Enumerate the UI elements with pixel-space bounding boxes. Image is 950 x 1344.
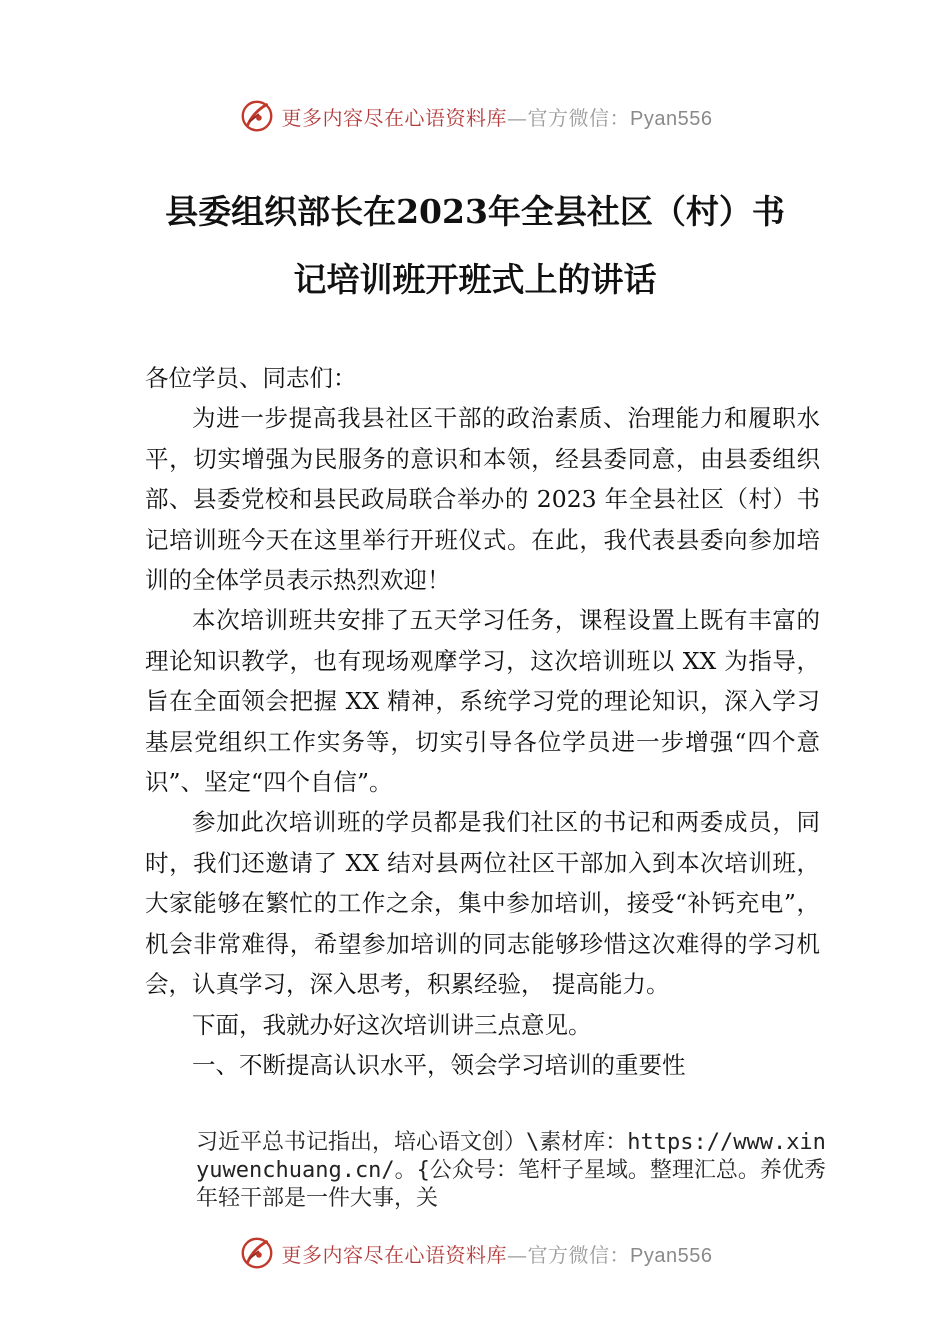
banner-dash: — [507,1242,528,1267]
banner-text [282,102,713,131]
salutation: 各位学员、同志们： [145,364,357,392]
paragraph: 参加此次培训班的学员都是我们社区的书记和两委成员，同时，我们还邀请了 XX 结对县两位社区干部加入到本次培训班，大家能够在繁忙的工作之余，集中参加培训，接受“补钙充电”，机会非常难得，希望参加培训的同志能够珍惜这次难得的学习机会，认真学习，深入思考，积累经验， 提高能力。 [145,808,820,999]
document-title-line-1: 县委组织部长在2023年全县社区（村）书 [165,192,785,231]
header-banner [0,96,950,136]
banner-dash: — [507,105,528,130]
section-heading: 一、不断提高认识水平，领会学习培训的重要性 [192,1050,686,1079]
paragraph: 本次培训班共安排了五天学习任务，课程设置上既有丰富的理论知识教学，也有现场观摩学习，这次培训班以 XX 为指导，旨在全面领会把握 XX 精神，系统学习党的理论知识，深入学习基层党组织工作实务等，切实引导各位学员进一步增强“四个意识”、坚定“四个自信”。 [145,606,820,797]
pen-logo-icon [238,1234,276,1272]
document-body [145,358,820,1085]
banner-wechat-label: 官方微信： [527,1242,631,1267]
excerpt-text: 习近平总书记指出，培心语文创）\素材库：https://www.xinyuwenchuang.cn/。{公众号：笔杆子星域。整理汇总。养优秀年轻干部是一件大事，关 [196,1130,826,1211]
banner-wechat-label: 官方微信： [527,105,631,130]
banner-wechat-id: Pyan556 [630,1244,713,1267]
paragraph: 为进一步提高我县社区干部的政治素质、治理能力和履职水平，切实增强为民服务的意识和本领，经县委同意，由县委组织部、县委党校和县民政局联合举办的 2023 年全县社区（村）书记培训班今天在这里举行开班仪式。在此，我代表县委向参加培训的全体学员表示热烈欢迎！ [145,404,820,595]
document-title-line-2: 记培训班开班式上的讲话 [293,260,657,299]
banner-site-name: 更多内容尽在心语资料库 [281,105,508,130]
paragraph: 下面，我就办好这次培训讲三点意见。 [192,1010,592,1039]
pen-logo-icon [238,97,276,135]
banner-site-name: 更多内容尽在心语资料库 [281,1242,508,1267]
footer-banner [0,1233,950,1273]
banner-wechat-id: Pyan556 [630,107,713,130]
banner-text [282,1239,713,1268]
